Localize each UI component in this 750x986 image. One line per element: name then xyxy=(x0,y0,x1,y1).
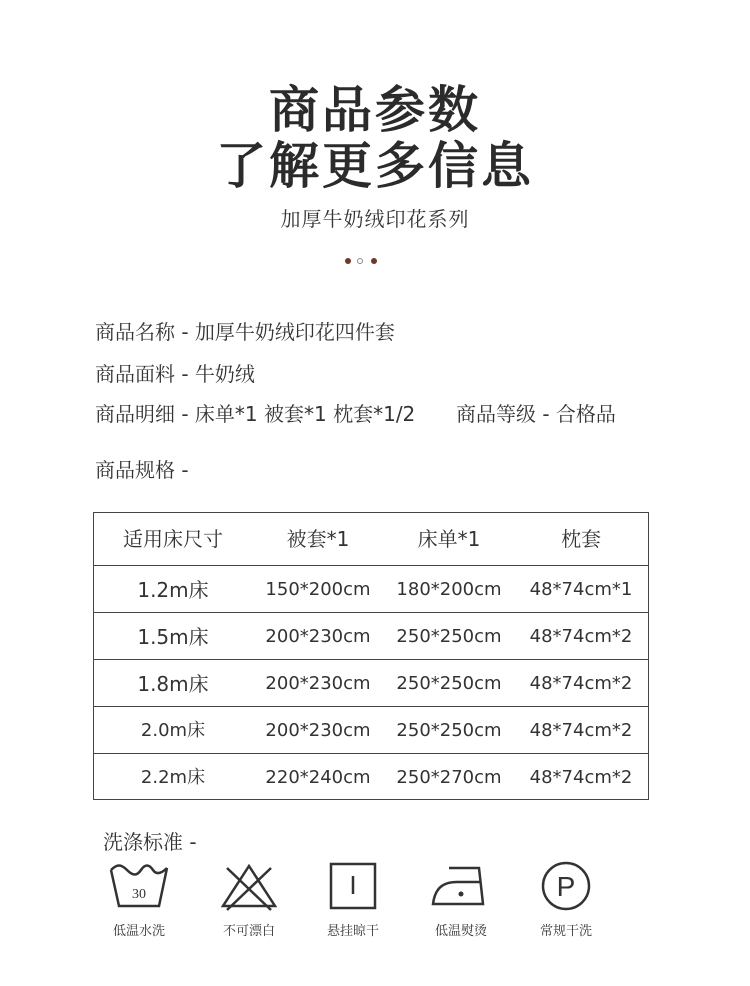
table-cell: 2.0m床 xyxy=(140,720,206,741)
table-row xyxy=(94,565,648,614)
table-cell: 150*200cm xyxy=(265,579,371,600)
product-grade: 商品等级 - 合格品 xyxy=(456,402,616,426)
table-cell: 48*74cm*1 xyxy=(529,579,633,600)
product-fabric: 商品面料 - 牛奶绒 xyxy=(95,362,255,386)
table-cell: 250*250cm xyxy=(396,720,502,741)
hang-dry-icon xyxy=(323,860,383,912)
table-cell: 200*230cm xyxy=(265,720,371,741)
table-cell: 1.2m床 xyxy=(137,578,209,602)
table-cell: 48*74cm*2 xyxy=(529,626,633,647)
header-cell-sheet: 床单*1 xyxy=(417,527,481,551)
icon-caption: 悬挂晾干 xyxy=(326,924,379,939)
table-cell: 48*74cm*2 xyxy=(529,720,633,741)
table-row xyxy=(94,706,648,755)
header-cell-pillowcase: 枕套 xyxy=(561,527,601,551)
icon-caption: 低温熨烫 xyxy=(434,924,487,939)
washing-label: 洗涤标准 - xyxy=(103,830,197,854)
decorative-dots xyxy=(342,258,382,268)
product-spec: 商品规格 - xyxy=(95,458,189,482)
table-row xyxy=(94,753,648,802)
no-bleach-icon xyxy=(219,860,279,912)
page-subtitle: 加厚牛奶绒印花系列 xyxy=(280,207,470,231)
page-title-line1: 商品参数 xyxy=(269,81,481,139)
washtub-30-icon xyxy=(109,860,169,912)
table-cell: 250*270cm xyxy=(396,767,502,788)
table-row xyxy=(94,612,648,661)
table-cell: 1.8m床 xyxy=(137,672,209,696)
dot-icon xyxy=(371,258,377,264)
table-cell: 1.5m床 xyxy=(137,625,209,649)
dot-icon xyxy=(357,258,363,264)
dry-clean-letter: P xyxy=(556,871,576,902)
table-row xyxy=(94,659,648,708)
product-details: 商品明细 - 床单*1 被套*1 枕套*1/2 xyxy=(95,402,416,426)
header-cell-duvet: 被套*1 xyxy=(286,527,350,551)
table-cell: 200*230cm xyxy=(265,626,371,647)
product-name: 商品名称 - 加厚牛奶绒印花四件套 xyxy=(95,320,395,344)
table-cell: 220*240cm xyxy=(265,767,371,788)
table-cell: 48*74cm*2 xyxy=(529,673,633,694)
table-cell: 180*200cm xyxy=(396,579,502,600)
table-cell: 200*230cm xyxy=(265,673,371,694)
dry-clean-p-icon xyxy=(536,860,596,912)
table-header-row xyxy=(94,513,648,565)
page-title-line2: 了解更多信息 xyxy=(216,137,534,195)
table-cell: 48*74cm*2 xyxy=(529,767,633,788)
icon-caption: 常规干洗 xyxy=(539,924,592,939)
header-cell-bed-size: 适用床尺寸 xyxy=(123,527,223,551)
size-table xyxy=(93,512,649,800)
dot-icon xyxy=(345,258,351,264)
wash-temp-number: 30 xyxy=(132,887,146,902)
icon-caption: 不可漂白 xyxy=(222,924,275,939)
table-cell: 250*250cm xyxy=(396,626,502,647)
iron-low-icon xyxy=(431,860,491,912)
table-cell: 250*250cm xyxy=(396,673,502,694)
table-cell: 2.2m床 xyxy=(140,767,206,788)
icon-caption: 低温水洗 xyxy=(112,924,165,939)
